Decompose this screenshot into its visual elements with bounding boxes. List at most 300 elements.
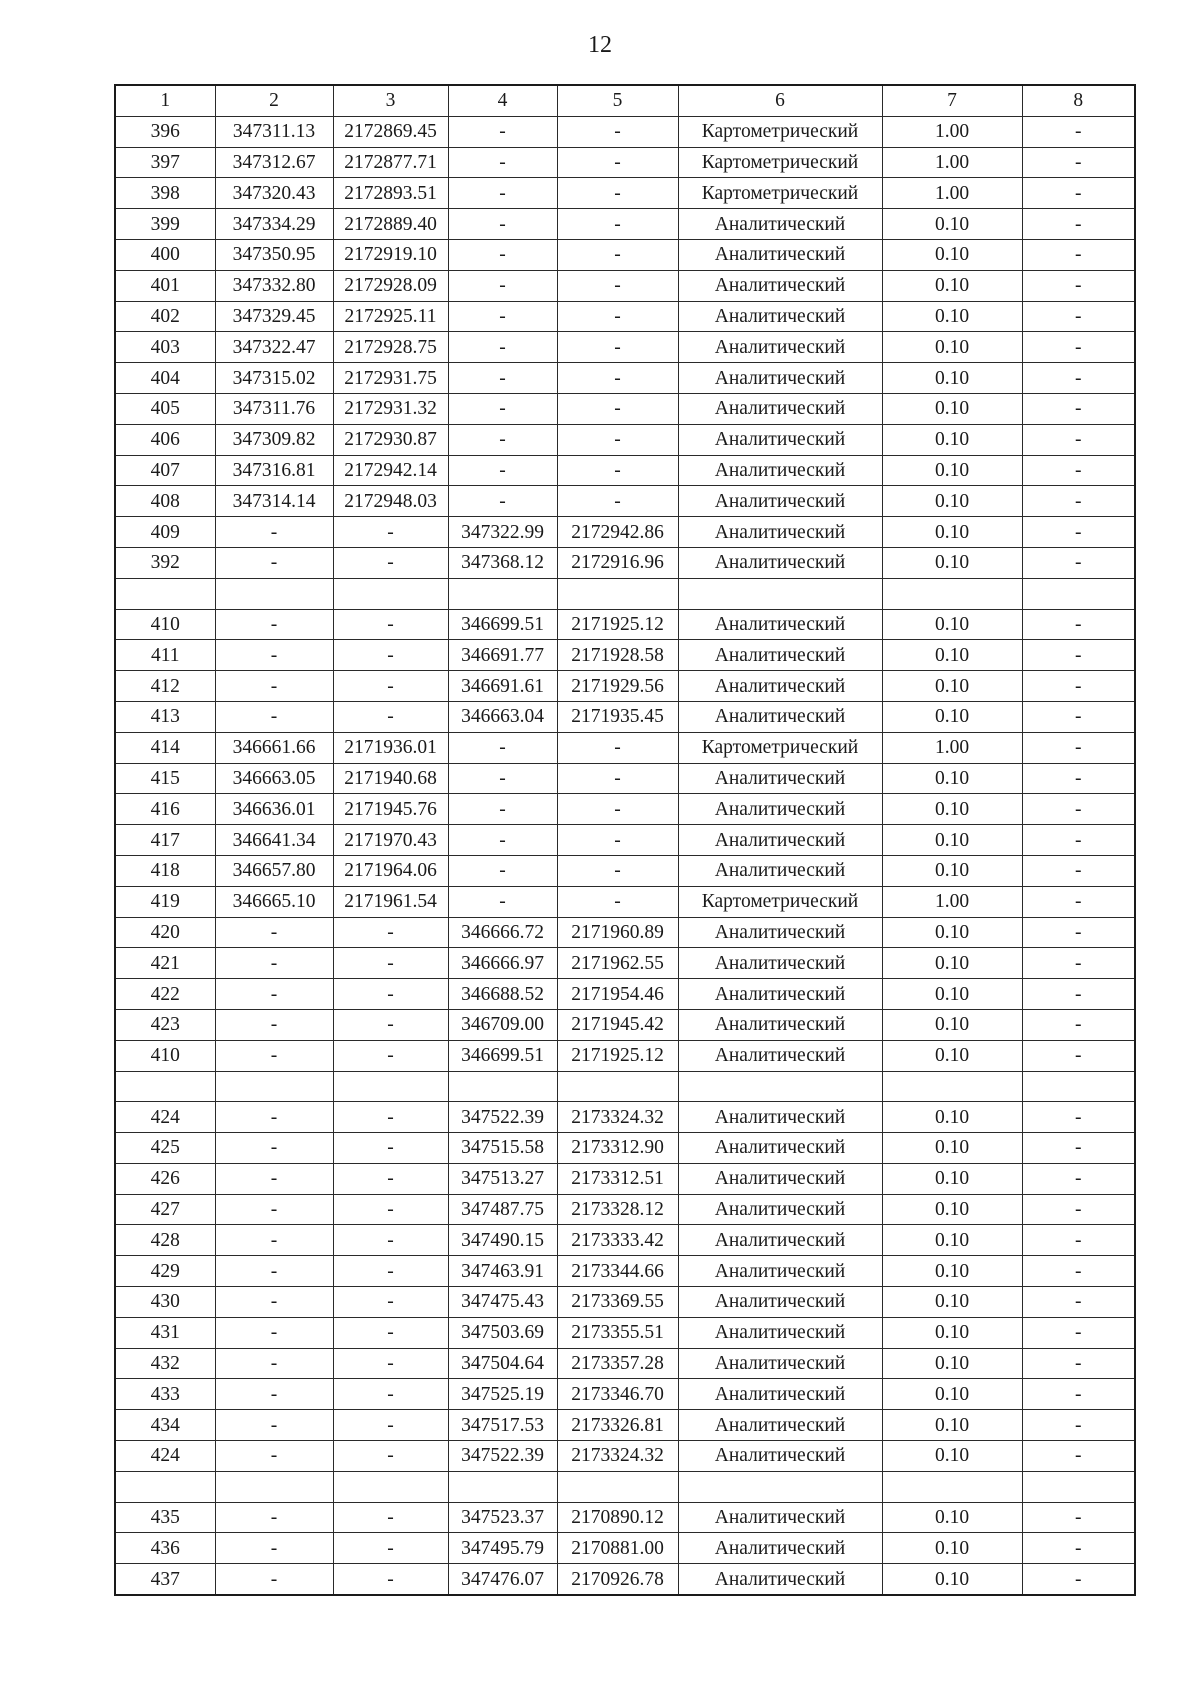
y-coordinate-cell: - <box>333 609 448 640</box>
description-cell: - <box>1022 209 1135 240</box>
accuracy-cell: 0.10 <box>882 1040 1022 1071</box>
method-cell: Аналитический <box>678 239 882 270</box>
y-new-coordinate-cell: 2173344.66 <box>557 1256 678 1287</box>
method-cell: Аналитический <box>678 209 882 240</box>
y-coordinate-cell: 2171964.06 <box>333 855 448 886</box>
point-number-cell: 430 <box>115 1287 215 1318</box>
description-cell: - <box>1022 1317 1135 1348</box>
x-coordinate-cell: 346665.10 <box>215 886 333 917</box>
point-number-cell: 425 <box>115 1133 215 1164</box>
method-cell: Аналитический <box>678 763 882 794</box>
x-new-coordinate-cell: - <box>448 763 557 794</box>
x-new-coordinate-cell: 347522.39 <box>448 1441 557 1472</box>
x-new-coordinate-cell: - <box>448 332 557 363</box>
method-cell <box>678 578 882 609</box>
y-new-coordinate-cell: - <box>557 270 678 301</box>
x-new-coordinate-cell: 346666.72 <box>448 917 557 948</box>
x-new-coordinate-cell: 346666.97 <box>448 948 557 979</box>
method-cell: Аналитический <box>678 1040 882 1071</box>
accuracy-cell: 1.00 <box>882 116 1022 147</box>
description-cell: - <box>1022 178 1135 209</box>
y-new-coordinate-cell: - <box>557 178 678 209</box>
y-new-coordinate-cell: 2173312.90 <box>557 1133 678 1164</box>
method-cell: Аналитический <box>678 301 882 332</box>
y-coordinate-cell: - <box>333 1163 448 1194</box>
table-row <box>115 393 1135 424</box>
description-cell: - <box>1022 270 1135 301</box>
y-coordinate-cell: 2172928.75 <box>333 332 448 363</box>
accuracy-cell: 0.10 <box>882 1287 1022 1318</box>
description-cell: - <box>1022 1502 1135 1533</box>
point-number-cell: 398 <box>115 178 215 209</box>
accuracy-cell: 0.10 <box>882 1225 1022 1256</box>
point-number-cell: 397 <box>115 147 215 178</box>
x-coordinate-cell: - <box>215 701 333 732</box>
x-coordinate-cell: 347314.14 <box>215 486 333 517</box>
x-new-coordinate-cell: - <box>448 855 557 886</box>
y-coordinate-cell: - <box>333 671 448 702</box>
method-cell: Картометрический <box>678 147 882 178</box>
point-number-cell: 402 <box>115 301 215 332</box>
x-coordinate-cell: 347311.76 <box>215 393 333 424</box>
y-coordinate-cell: 2172930.87 <box>333 424 448 455</box>
method-cell: Аналитический <box>678 1317 882 1348</box>
table-row <box>115 1564 1135 1595</box>
page-number: 12 <box>588 32 612 58</box>
y-new-coordinate-cell: 2173326.81 <box>557 1410 678 1441</box>
y-new-coordinate-cell: 2171928.58 <box>557 640 678 671</box>
point-number-cell: 433 <box>115 1379 215 1410</box>
x-new-coordinate-cell: 347523.37 <box>448 1502 557 1533</box>
table-separator-row <box>115 1471 1135 1502</box>
x-new-coordinate-cell: 346699.51 <box>448 609 557 640</box>
description-cell: - <box>1022 424 1135 455</box>
column-header: 7 <box>882 85 1022 116</box>
point-number-cell: 399 <box>115 209 215 240</box>
table-row <box>115 517 1135 548</box>
accuracy-cell: 0.10 <box>882 209 1022 240</box>
x-new-coordinate-cell: - <box>448 486 557 517</box>
table-row <box>115 794 1135 825</box>
x-new-coordinate-cell: - <box>448 270 557 301</box>
y-coordinate-cell: - <box>333 701 448 732</box>
accuracy-cell: 0.10 <box>882 917 1022 948</box>
x-coordinate-cell: - <box>215 1133 333 1164</box>
table-row <box>115 701 1135 732</box>
y-new-coordinate-cell: - <box>557 116 678 147</box>
method-cell: Аналитический <box>678 1163 882 1194</box>
x-new-coordinate-cell: 347522.39 <box>448 1102 557 1133</box>
description-cell: - <box>1022 825 1135 856</box>
accuracy-cell: 0.10 <box>882 239 1022 270</box>
method-cell: Картометрический <box>678 886 882 917</box>
x-new-coordinate-cell: 347525.19 <box>448 1379 557 1410</box>
x-coordinate-cell: 346657.80 <box>215 855 333 886</box>
description-cell: - <box>1022 732 1135 763</box>
point-number-cell <box>115 1071 215 1102</box>
method-cell <box>678 1471 882 1502</box>
column-header: 1 <box>115 85 215 116</box>
table-row <box>115 1040 1135 1071</box>
accuracy-cell <box>882 1471 1022 1502</box>
y-coordinate-cell: 2172931.32 <box>333 393 448 424</box>
table-row <box>115 917 1135 948</box>
table-row <box>115 763 1135 794</box>
x-coordinate-cell: - <box>215 1194 333 1225</box>
description-cell: - <box>1022 1133 1135 1164</box>
description-cell: - <box>1022 609 1135 640</box>
description-cell: - <box>1022 1102 1135 1133</box>
y-new-coordinate-cell: - <box>557 332 678 363</box>
method-cell: Аналитический <box>678 1225 882 1256</box>
x-new-coordinate-cell: 347475.43 <box>448 1287 557 1318</box>
x-new-coordinate-cell: 347368.12 <box>448 547 557 578</box>
method-cell: Аналитический <box>678 1256 882 1287</box>
y-coordinate-cell: 2172931.75 <box>333 363 448 394</box>
description-cell: - <box>1022 1040 1135 1071</box>
description-cell: - <box>1022 948 1135 979</box>
table-row <box>115 1502 1135 1533</box>
x-new-coordinate-cell: - <box>448 886 557 917</box>
description-cell: - <box>1022 671 1135 702</box>
point-number-cell: 410 <box>115 609 215 640</box>
x-coordinate-cell: 347316.81 <box>215 455 333 486</box>
y-new-coordinate-cell: 2173355.51 <box>557 1317 678 1348</box>
y-new-coordinate-cell: - <box>557 239 678 270</box>
description-cell: - <box>1022 1564 1135 1595</box>
point-number-cell: 396 <box>115 116 215 147</box>
x-new-coordinate-cell: - <box>448 178 557 209</box>
point-number-cell: 432 <box>115 1348 215 1379</box>
y-new-coordinate-cell: - <box>557 209 678 240</box>
x-coordinate-cell: - <box>215 609 333 640</box>
method-cell: Картометрический <box>678 732 882 763</box>
accuracy-cell: 0.10 <box>882 363 1022 394</box>
table-row <box>115 147 1135 178</box>
y-coordinate-cell: - <box>333 1379 448 1410</box>
column-header: 3 <box>333 85 448 116</box>
y-new-coordinate-cell: 2173324.32 <box>557 1441 678 1472</box>
point-number-cell: 435 <box>115 1502 215 1533</box>
method-cell: Аналитический <box>678 1441 882 1472</box>
y-new-coordinate-cell: - <box>557 886 678 917</box>
y-new-coordinate-cell: - <box>557 301 678 332</box>
point-number-cell: 409 <box>115 517 215 548</box>
y-coordinate-cell: - <box>333 948 448 979</box>
y-coordinate-cell: 2172889.40 <box>333 209 448 240</box>
y-new-coordinate-cell: - <box>557 763 678 794</box>
x-coordinate-cell: 347329.45 <box>215 301 333 332</box>
point-number-cell: 437 <box>115 1564 215 1595</box>
description-cell: - <box>1022 455 1135 486</box>
x-new-coordinate-cell: 347513.27 <box>448 1163 557 1194</box>
method-cell: Аналитический <box>678 332 882 363</box>
y-new-coordinate-cell: 2171925.12 <box>557 1040 678 1071</box>
accuracy-cell: 0.10 <box>882 794 1022 825</box>
description-cell: - <box>1022 1410 1135 1441</box>
x-coordinate-cell: - <box>215 1256 333 1287</box>
point-number-cell: 431 <box>115 1317 215 1348</box>
description-cell: - <box>1022 1225 1135 1256</box>
method-cell: Аналитический <box>678 1133 882 1164</box>
point-number-cell: 424 <box>115 1102 215 1133</box>
description-cell: - <box>1022 1441 1135 1472</box>
x-new-coordinate-cell: - <box>448 794 557 825</box>
point-number-cell: 417 <box>115 825 215 856</box>
point-number-cell: 423 <box>115 1009 215 1040</box>
y-coordinate-cell: - <box>333 1502 448 1533</box>
y-new-coordinate-cell: 2173369.55 <box>557 1287 678 1318</box>
accuracy-cell: 0.10 <box>882 547 1022 578</box>
y-coordinate-cell: 2171936.01 <box>333 732 448 763</box>
table-row <box>115 1441 1135 1472</box>
point-number-cell: 406 <box>115 424 215 455</box>
point-number-cell: 426 <box>115 1163 215 1194</box>
point-number-cell: 401 <box>115 270 215 301</box>
x-coordinate-cell: - <box>215 1564 333 1595</box>
method-cell: Аналитический <box>678 1533 882 1564</box>
table-row <box>115 1133 1135 1164</box>
y-coordinate-cell: 2171970.43 <box>333 825 448 856</box>
accuracy-cell <box>882 578 1022 609</box>
table-header-row <box>115 85 1135 116</box>
accuracy-cell: 0.10 <box>882 332 1022 363</box>
x-coordinate-cell: 347322.47 <box>215 332 333 363</box>
x-coordinate-cell: - <box>215 979 333 1010</box>
x-new-coordinate-cell: 347322.99 <box>448 517 557 548</box>
y-coordinate-cell: 2172877.71 <box>333 147 448 178</box>
column-header: 6 <box>678 85 882 116</box>
y-new-coordinate-cell: - <box>557 855 678 886</box>
x-coordinate-cell: - <box>215 917 333 948</box>
y-coordinate-cell <box>333 1071 448 1102</box>
table-body <box>115 116 1135 1595</box>
description-cell: - <box>1022 547 1135 578</box>
description-cell: - <box>1022 1194 1135 1225</box>
x-new-coordinate-cell: 347515.58 <box>448 1133 557 1164</box>
y-coordinate-cell: 2172893.51 <box>333 178 448 209</box>
point-number-cell: 420 <box>115 917 215 948</box>
x-new-coordinate-cell <box>448 1471 557 1502</box>
description-cell: - <box>1022 1009 1135 1040</box>
method-cell: Аналитический <box>678 794 882 825</box>
y-coordinate-cell: - <box>333 547 448 578</box>
table-row <box>115 979 1135 1010</box>
x-coordinate-cell: - <box>215 517 333 548</box>
y-coordinate-cell: - <box>333 1256 448 1287</box>
method-cell: Картометрический <box>678 116 882 147</box>
accuracy-cell: 0.10 <box>882 1564 1022 1595</box>
method-cell: Аналитический <box>678 486 882 517</box>
method-cell: Аналитический <box>678 1102 882 1133</box>
y-coordinate-cell <box>333 578 448 609</box>
table-row <box>115 886 1135 917</box>
y-new-coordinate-cell: 2171960.89 <box>557 917 678 948</box>
method-cell: Аналитический <box>678 917 882 948</box>
y-coordinate-cell: - <box>333 1317 448 1348</box>
y-coordinate-cell: - <box>333 1133 448 1164</box>
x-new-coordinate-cell: - <box>448 116 557 147</box>
x-new-coordinate-cell: 346688.52 <box>448 979 557 1010</box>
point-number-cell: 418 <box>115 855 215 886</box>
description-cell: - <box>1022 239 1135 270</box>
y-new-coordinate-cell: 2171929.56 <box>557 671 678 702</box>
method-cell: Аналитический <box>678 1502 882 1533</box>
point-number-cell: 427 <box>115 1194 215 1225</box>
y-coordinate-cell: - <box>333 640 448 671</box>
y-coordinate-cell: 2172919.10 <box>333 239 448 270</box>
accuracy-cell: 0.10 <box>882 1163 1022 1194</box>
y-new-coordinate-cell: - <box>557 455 678 486</box>
x-coordinate-cell: 347334.29 <box>215 209 333 240</box>
table-row <box>115 1163 1135 1194</box>
description-cell <box>1022 1471 1135 1502</box>
description-cell: - <box>1022 855 1135 886</box>
description-cell: - <box>1022 763 1135 794</box>
y-coordinate-cell: - <box>333 1564 448 1595</box>
x-coordinate-cell: 347315.02 <box>215 363 333 394</box>
y-new-coordinate-cell: 2171954.46 <box>557 979 678 1010</box>
y-coordinate-cell: - <box>333 1533 448 1564</box>
x-new-coordinate-cell: 347517.53 <box>448 1410 557 1441</box>
y-coordinate-cell: 2172869.45 <box>333 116 448 147</box>
column-header: 4 <box>448 85 557 116</box>
accuracy-cell: 0.10 <box>882 517 1022 548</box>
description-cell: - <box>1022 332 1135 363</box>
accuracy-cell: 0.10 <box>882 763 1022 794</box>
y-new-coordinate-cell: 2171935.45 <box>557 701 678 732</box>
accuracy-cell: 0.10 <box>882 1133 1022 1164</box>
description-cell: - <box>1022 886 1135 917</box>
y-new-coordinate-cell: 2171962.55 <box>557 948 678 979</box>
x-coordinate-cell: 347309.82 <box>215 424 333 455</box>
table-row <box>115 1348 1135 1379</box>
x-new-coordinate-cell: - <box>448 825 557 856</box>
description-cell: - <box>1022 517 1135 548</box>
method-cell: Аналитический <box>678 701 882 732</box>
x-new-coordinate-cell: - <box>448 363 557 394</box>
y-new-coordinate-cell: - <box>557 393 678 424</box>
table-row <box>115 1533 1135 1564</box>
y-coordinate-cell: 2172925.11 <box>333 301 448 332</box>
y-new-coordinate-cell: 2170890.12 <box>557 1502 678 1533</box>
point-number-cell: 408 <box>115 486 215 517</box>
point-number-cell: 407 <box>115 455 215 486</box>
x-new-coordinate-cell: 346699.51 <box>448 1040 557 1071</box>
point-number-cell: 419 <box>115 886 215 917</box>
table-row <box>115 1009 1135 1040</box>
description-cell: - <box>1022 486 1135 517</box>
y-new-coordinate-cell: 2171925.12 <box>557 609 678 640</box>
table-row <box>115 270 1135 301</box>
method-cell: Аналитический <box>678 1379 882 1410</box>
point-number-cell: 421 <box>115 948 215 979</box>
description-cell: - <box>1022 147 1135 178</box>
y-coordinate-cell: 2172928.09 <box>333 270 448 301</box>
point-number-cell: 412 <box>115 671 215 702</box>
y-new-coordinate-cell: 2173333.42 <box>557 1225 678 1256</box>
method-cell: Аналитический <box>678 455 882 486</box>
y-new-coordinate-cell: 2173357.28 <box>557 1348 678 1379</box>
accuracy-cell: 0.10 <box>882 1009 1022 1040</box>
accuracy-cell: 0.10 <box>882 1256 1022 1287</box>
x-new-coordinate-cell: 347487.75 <box>448 1194 557 1225</box>
y-coordinate-cell: - <box>333 979 448 1010</box>
description-cell: - <box>1022 1533 1135 1564</box>
table-row <box>115 332 1135 363</box>
accuracy-cell: 0.10 <box>882 979 1022 1010</box>
description-cell <box>1022 1071 1135 1102</box>
x-coordinate-cell: 347312.67 <box>215 147 333 178</box>
y-new-coordinate-cell: 2173328.12 <box>557 1194 678 1225</box>
table-row <box>115 239 1135 270</box>
y-coordinate-cell: - <box>333 1410 448 1441</box>
table-row <box>115 1287 1135 1318</box>
accuracy-cell: 1.00 <box>882 732 1022 763</box>
table-row <box>115 1317 1135 1348</box>
x-coordinate-cell: - <box>215 1102 333 1133</box>
description-cell <box>1022 578 1135 609</box>
point-number-cell: 415 <box>115 763 215 794</box>
coordinates-table <box>114 84 1136 1596</box>
x-new-coordinate-cell: - <box>448 455 557 486</box>
table-row <box>115 1225 1135 1256</box>
table-separator-row <box>115 1071 1135 1102</box>
method-cell: Аналитический <box>678 547 882 578</box>
x-coordinate-cell <box>215 578 333 609</box>
x-new-coordinate-cell: 346691.61 <box>448 671 557 702</box>
method-cell: Картометрический <box>678 178 882 209</box>
table-row <box>115 855 1135 886</box>
y-new-coordinate-cell: - <box>557 794 678 825</box>
x-new-coordinate-cell: 347463.91 <box>448 1256 557 1287</box>
x-coordinate-cell: - <box>215 671 333 702</box>
method-cell: Аналитический <box>678 517 882 548</box>
accuracy-cell: 0.10 <box>882 1410 1022 1441</box>
x-coordinate-cell: 347320.43 <box>215 178 333 209</box>
accuracy-cell: 0.10 <box>882 1379 1022 1410</box>
description-cell: - <box>1022 301 1135 332</box>
table-row <box>115 209 1135 240</box>
point-number-cell: 429 <box>115 1256 215 1287</box>
column-header: 8 <box>1022 85 1135 116</box>
y-coordinate-cell: - <box>333 1348 448 1379</box>
x-coordinate-cell: - <box>215 1441 333 1472</box>
table-row <box>115 301 1135 332</box>
table-row <box>115 1102 1135 1133</box>
x-new-coordinate-cell: - <box>448 147 557 178</box>
y-new-coordinate-cell: - <box>557 825 678 856</box>
table-row <box>115 547 1135 578</box>
description-cell: - <box>1022 794 1135 825</box>
table-row <box>115 1256 1135 1287</box>
point-number-cell: 413 <box>115 701 215 732</box>
table-row <box>115 609 1135 640</box>
y-new-coordinate-cell: 2173324.32 <box>557 1102 678 1133</box>
x-coordinate-cell: - <box>215 948 333 979</box>
y-new-coordinate-cell: - <box>557 363 678 394</box>
method-cell: Аналитический <box>678 609 882 640</box>
description-cell: - <box>1022 393 1135 424</box>
method-cell: Аналитический <box>678 393 882 424</box>
accuracy-cell: 0.10 <box>882 455 1022 486</box>
description-cell: - <box>1022 116 1135 147</box>
point-number-cell: 410 <box>115 1040 215 1071</box>
x-coordinate-cell: - <box>215 1163 333 1194</box>
accuracy-cell: 0.10 <box>882 393 1022 424</box>
point-number-cell: 400 <box>115 239 215 270</box>
method-cell: Аналитический <box>678 1410 882 1441</box>
